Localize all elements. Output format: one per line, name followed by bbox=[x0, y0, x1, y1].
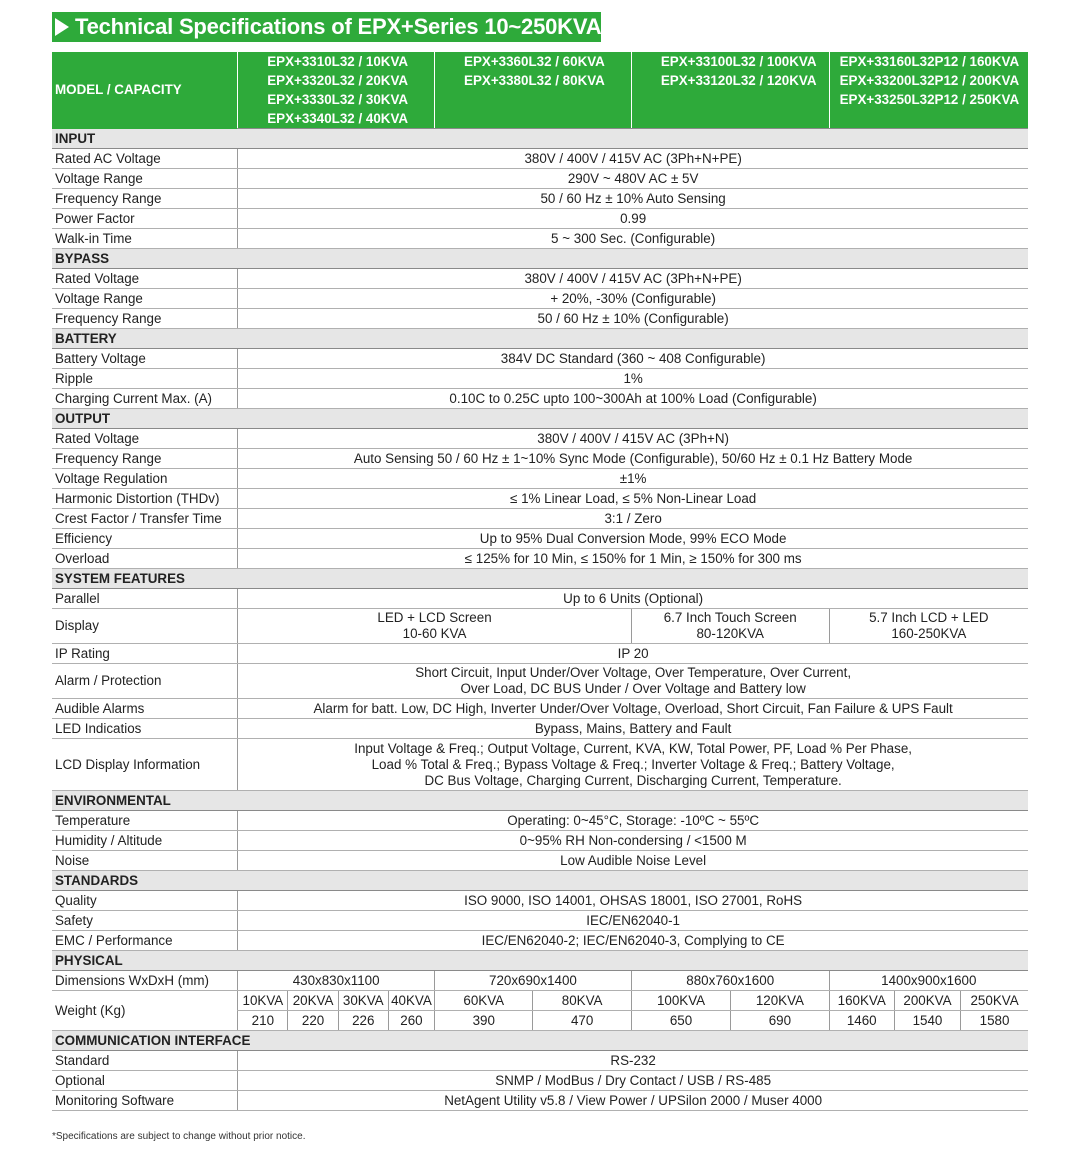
weight-cell: 210 bbox=[238, 1011, 288, 1031]
spec-row bbox=[52, 891, 1028, 911]
capacity-cell: 200KVA bbox=[894, 991, 960, 1011]
row-label: Parallel bbox=[52, 589, 238, 609]
section-title: COMMUNICATION INTERFACE bbox=[52, 1031, 1028, 1051]
capacity-cell: 60KVA bbox=[435, 991, 533, 1011]
weight-cell: 650 bbox=[631, 1011, 730, 1031]
row-label: Weight (Kg) bbox=[52, 991, 238, 1031]
row-label: LCD Display Information bbox=[52, 739, 238, 791]
spec-row bbox=[52, 489, 1028, 509]
row-value: NetAgent Utility v5.8 / View Power / UPSilon 2000 / Muser 4000 bbox=[238, 1091, 1028, 1111]
spec-row bbox=[52, 209, 1028, 229]
title-bar bbox=[52, 12, 602, 42]
row-value: ≤ 1% Linear Load, ≤ 5% Non-Linear Load bbox=[238, 489, 1028, 509]
spec-row bbox=[52, 1051, 1028, 1071]
capacity-cell: 100KVA bbox=[631, 991, 730, 1011]
spec-row bbox=[52, 589, 1028, 609]
model-cell bbox=[631, 90, 829, 109]
row-value: RS-232 bbox=[238, 1051, 1028, 1071]
weight-cell: 1460 bbox=[829, 1011, 894, 1031]
row-value: ≤ 125% for 10 Min, ≤ 150% for 1 Min, ≥ 150% for 300 ms bbox=[238, 549, 1028, 569]
spec-row bbox=[52, 389, 1028, 409]
capacity-cell: 80KVA bbox=[533, 991, 631, 1011]
row-value: Low Audible Noise Level bbox=[238, 851, 1028, 871]
capacity-cell: 160KVA bbox=[829, 991, 894, 1011]
row-value: SNMP / ModBus / Dry Contact / USB / RS-485 bbox=[238, 1071, 1028, 1091]
row-value: Alarm for batt. Low, DC High, Inverter Under/Over Voltage, Overload, Short Circuit, Fan Failure & UPS Fault bbox=[238, 699, 1028, 719]
display-range: 80-120KVA bbox=[696, 626, 764, 641]
weight-cell: 226 bbox=[338, 1011, 388, 1031]
weight-cell: 470 bbox=[533, 1011, 631, 1031]
spec-row bbox=[52, 739, 1028, 791]
spec-row bbox=[52, 664, 1028, 699]
row-value: 50 / 60 Hz ± 10% Auto Sensing bbox=[238, 189, 1028, 209]
row-label: Charging Current Max. (A) bbox=[52, 389, 238, 409]
row-value: 290V ~ 480V AC ± 5V bbox=[238, 169, 1028, 189]
spec-row bbox=[52, 349, 1028, 369]
capacity-cell: 250KVA bbox=[961, 991, 1028, 1011]
section-communication-interface bbox=[52, 1031, 1028, 1051]
row-value: IEC/EN62040-1 bbox=[238, 911, 1028, 931]
row-label: Rated Voltage bbox=[52, 269, 238, 289]
capacity-cell: 30KVA bbox=[338, 991, 388, 1011]
model-cell: EPX+3310L32 / 10KVA bbox=[238, 52, 435, 71]
value-line: Over Load, DC BUS Under / Over Voltage and Battery low bbox=[460, 681, 806, 696]
weight-cell: 220 bbox=[288, 1011, 338, 1031]
dimension-value: 880x760x1600 bbox=[631, 971, 829, 991]
spec-row bbox=[52, 149, 1028, 169]
model-cell: EPX+33120L32 / 120KVA bbox=[631, 71, 829, 90]
spec-row bbox=[52, 699, 1028, 719]
model-cell: EPX+33100L32 / 100KVA bbox=[631, 52, 829, 71]
row-label: Alarm / Protection bbox=[52, 664, 238, 699]
spec-row bbox=[52, 269, 1028, 289]
model-cell bbox=[435, 90, 632, 109]
spec-row bbox=[52, 549, 1028, 569]
section-title: BATTERY bbox=[52, 329, 1028, 349]
model-cell: EPX+33200L32P12 / 200KVA bbox=[829, 71, 1028, 90]
row-label: Display bbox=[52, 609, 238, 644]
section-title: ENVIRONMENTAL bbox=[52, 791, 1028, 811]
row-label: Harmonic Distortion (THDv) bbox=[52, 489, 238, 509]
section-battery bbox=[52, 329, 1028, 349]
row-label: Rated AC Voltage bbox=[52, 149, 238, 169]
model-cell: EPX+3330L32 / 30KVA bbox=[238, 90, 435, 109]
dimension-value: 430x830x1100 bbox=[238, 971, 435, 991]
display-option bbox=[829, 609, 1028, 644]
section-title: STANDARDS bbox=[52, 871, 1028, 891]
weight-cell: 260 bbox=[388, 1011, 434, 1031]
page-title: Technical Specifications of EPX+Series 10~250KVA bbox=[69, 12, 601, 42]
row-value: 0.99 bbox=[238, 209, 1028, 229]
display-type: 6.7 Inch Touch Screen bbox=[663, 610, 797, 625]
spec-row bbox=[52, 831, 1028, 851]
capacity-cell: 120KVA bbox=[731, 991, 829, 1011]
spec-row bbox=[52, 509, 1028, 529]
row-label: Battery Voltage bbox=[52, 349, 238, 369]
row-label: EMC / Performance bbox=[52, 931, 238, 951]
spec-row bbox=[52, 169, 1028, 189]
display-range: 10-60 KVA bbox=[402, 626, 467, 641]
row-value bbox=[238, 739, 1028, 791]
row-label: Noise bbox=[52, 851, 238, 871]
row-value: 380V / 400V / 415V AC (3Ph+N) bbox=[238, 429, 1028, 449]
model-cell bbox=[829, 109, 1028, 129]
row-label: Overload bbox=[52, 549, 238, 569]
spec-row bbox=[52, 469, 1028, 489]
section-title: INPUT bbox=[52, 129, 1028, 149]
spec-row bbox=[52, 369, 1028, 389]
model-cell: EPX+3380L32 / 80KVA bbox=[435, 71, 632, 90]
row-label: Rated Voltage bbox=[52, 429, 238, 449]
model-cell bbox=[435, 109, 632, 129]
row-label: Quality bbox=[52, 891, 238, 911]
row-label: Voltage Range bbox=[52, 289, 238, 309]
row-value: 380V / 400V / 415V AC (3Ph+N+PE) bbox=[238, 269, 1028, 289]
weight-cell: 1580 bbox=[961, 1011, 1028, 1031]
spec-row bbox=[52, 229, 1028, 249]
row-label: Walk-in Time bbox=[52, 229, 238, 249]
row-value: Bypass, Mains, Battery and Fault bbox=[238, 719, 1028, 739]
capacity-cell: 20KVA bbox=[288, 991, 338, 1011]
model-cell: EPX+3320L32 / 20KVA bbox=[238, 71, 435, 90]
row-value: 3:1 / Zero bbox=[238, 509, 1028, 529]
display-type: 5.7 Inch LCD + LED bbox=[869, 610, 989, 625]
section-bypass bbox=[52, 249, 1028, 269]
footnote: *Specifications are subject to change without prior notice. bbox=[52, 1131, 306, 1142]
model-cell bbox=[631, 109, 829, 129]
row-label: Efficiency bbox=[52, 529, 238, 549]
value-line: Short Circuit, Input Under/Over Voltage, Over Temperature, Over Current, bbox=[415, 665, 852, 680]
row-label: LED Indicatios bbox=[52, 719, 238, 739]
dimension-value: 720x690x1400 bbox=[435, 971, 632, 991]
section-standards bbox=[52, 871, 1028, 891]
row-label: IP Rating bbox=[52, 644, 238, 664]
section-system-features bbox=[52, 569, 1028, 589]
section-input bbox=[52, 129, 1028, 149]
spec-row bbox=[52, 529, 1028, 549]
capacity-cell: 10KVA bbox=[238, 991, 288, 1011]
row-value bbox=[238, 664, 1028, 699]
row-label: Ripple bbox=[52, 369, 238, 389]
row-label: Voltage Range bbox=[52, 169, 238, 189]
row-value: 50 / 60 Hz ± 10% (Configurable) bbox=[238, 309, 1028, 329]
play-arrow-icon bbox=[52, 12, 69, 42]
row-value: 0.10C to 0.25C upto 100~300Ah at 100% Load (Configurable) bbox=[238, 389, 1028, 409]
section-title: OUTPUT bbox=[52, 409, 1028, 429]
value-line: Input Voltage & Freq.; Output Voltage, Current, KVA, KW, Total Power, PF, Load % Per Phase, bbox=[354, 740, 912, 756]
row-label: Standard bbox=[52, 1051, 238, 1071]
model-cell: EPX+33160L32P12 / 160KVA bbox=[829, 52, 1028, 71]
spec-row bbox=[52, 1071, 1028, 1091]
row-value: Up to 95% Dual Conversion Mode, 99% ECO Mode bbox=[238, 529, 1028, 549]
dimension-value: 1400x900x1600 bbox=[829, 971, 1028, 991]
spec-row bbox=[52, 851, 1028, 871]
weight-cell: 690 bbox=[731, 1011, 829, 1031]
spec-row bbox=[52, 644, 1028, 664]
section-physical bbox=[52, 951, 1028, 971]
row-label: Voltage Regulation bbox=[52, 469, 238, 489]
row-label: Monitoring Software bbox=[52, 1091, 238, 1111]
row-label: Humidity / Altitude bbox=[52, 831, 238, 851]
section-title: SYSTEM FEATURES bbox=[52, 569, 1028, 589]
row-value: IP 20 bbox=[238, 644, 1028, 664]
weight-cell: 390 bbox=[435, 1011, 533, 1031]
weight-cell: 1540 bbox=[894, 1011, 960, 1031]
row-value: 1% bbox=[238, 369, 1028, 389]
display-option bbox=[238, 609, 632, 644]
display-type: LED + LCD Screen bbox=[377, 610, 492, 625]
capacity-cell: 40KVA bbox=[388, 991, 434, 1011]
row-value: Auto Sensing 50 / 60 Hz ± 1~10% Sync Mode (Configurable), 50/60 Hz ± 0.1 Hz Battery Mode bbox=[238, 449, 1028, 469]
row-value: IEC/EN62040-2; IEC/EN62040-3, Complying to CE bbox=[238, 931, 1028, 951]
row-value: + 20%, -30% (Configurable) bbox=[238, 289, 1028, 309]
row-value: 384V DC Standard (360 ~ 408 Configurable) bbox=[238, 349, 1028, 369]
model-cell: EPX+3360L32 / 60KVA bbox=[435, 52, 632, 71]
display-range: 160-250KVA bbox=[891, 626, 967, 641]
display-option bbox=[631, 609, 829, 644]
row-label: Crest Factor / Transfer Time bbox=[52, 509, 238, 529]
section-title: PHYSICAL bbox=[52, 951, 1028, 971]
section-title: BYPASS bbox=[52, 249, 1028, 269]
row-value: 5 ~ 300 Sec. (Configurable) bbox=[238, 229, 1028, 249]
row-label: Frequency Range bbox=[52, 449, 238, 469]
spec-row bbox=[52, 189, 1028, 209]
spec-row bbox=[52, 931, 1028, 951]
row-value: Up to 6 Units (Optional) bbox=[238, 589, 1028, 609]
row-label: Frequency Range bbox=[52, 189, 238, 209]
row-value: 380V / 400V / 415V AC (3Ph+N+PE) bbox=[238, 149, 1028, 169]
model-capacity-label: MODEL / CAPACITY bbox=[52, 52, 238, 129]
spec-row bbox=[52, 911, 1028, 931]
section-output bbox=[52, 409, 1028, 429]
row-value: Operating: 0~45°C, Storage: -10ºC ~ 55ºC bbox=[238, 811, 1028, 831]
spec-row-dimensions bbox=[52, 971, 1028, 991]
spec-row-display bbox=[52, 609, 1028, 644]
spec-row bbox=[52, 719, 1028, 739]
row-label: Audible Alarms bbox=[52, 699, 238, 719]
spec-row bbox=[52, 309, 1028, 329]
value-line: DC Bus Voltage, Charging Current, Discharging Current, Temperature. bbox=[424, 772, 842, 788]
row-label: Frequency Range bbox=[52, 309, 238, 329]
row-label: Dimensions WxDxH (mm) bbox=[52, 971, 238, 991]
value-line: Load % Total & Freq.; Bypass Voltage & Freq.; Inverter Voltage & Freq.; Battery Voltage, bbox=[371, 756, 895, 772]
row-value: 0~95% RH Non-condersing / <1500 M bbox=[238, 831, 1028, 851]
spec-table bbox=[52, 52, 1028, 1111]
spec-row bbox=[52, 289, 1028, 309]
spec-row bbox=[52, 1091, 1028, 1111]
row-value: ±1% bbox=[238, 469, 1028, 489]
spec-row bbox=[52, 429, 1028, 449]
spec-row bbox=[52, 811, 1028, 831]
row-value: ISO 9000, ISO 14001, OHSAS 18001, ISO 27001, RoHS bbox=[238, 891, 1028, 911]
row-label: Power Factor bbox=[52, 209, 238, 229]
section-environmental bbox=[52, 791, 1028, 811]
model-header-row bbox=[52, 52, 1028, 71]
row-label: Optional bbox=[52, 1071, 238, 1091]
model-cell: EPX+33250L32P12 / 250KVA bbox=[829, 90, 1028, 109]
row-label: Temperature bbox=[52, 811, 238, 831]
model-cell: EPX+3340L32 / 40KVA bbox=[238, 109, 435, 129]
spec-row bbox=[52, 449, 1028, 469]
row-label: Safety bbox=[52, 911, 238, 931]
spec-row-weight-capacity bbox=[52, 991, 1028, 1011]
